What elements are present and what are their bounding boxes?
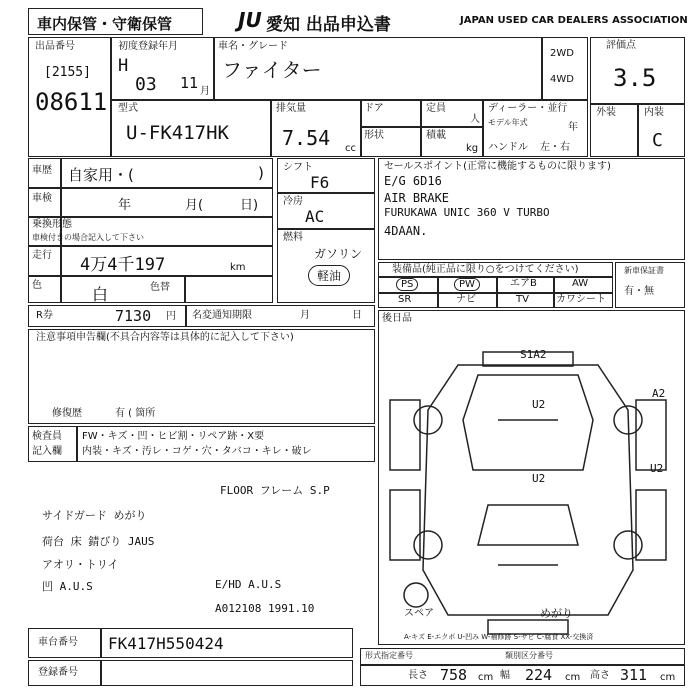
equip-sr: SR (398, 294, 412, 305)
shift-label: シフト (283, 162, 313, 173)
car-name-label: 車名・グレード (218, 41, 288, 52)
note-line: E/HD A.U.S (215, 578, 282, 591)
first-reg-month: 11 (180, 74, 199, 92)
sales-point-3: FURUKAWA UNIC 360 V TURBO (384, 206, 550, 219)
fuel-diesel: 軽油 (308, 265, 350, 286)
mileage-unit: km (230, 262, 246, 273)
chassis-value: FK417H550424 (108, 634, 224, 653)
new-warranty-options: 有・無 (624, 286, 654, 297)
lot-label: 出品番号 (35, 41, 75, 52)
equip-airbag: エアB (510, 278, 537, 289)
equip-aw: AW (572, 278, 589, 289)
lot-number: 08611 (35, 88, 108, 116)
note-line: FLOOR フレーム S.P (220, 484, 330, 497)
displacement-unit: cc (345, 143, 356, 154)
ac-value: AC (305, 207, 325, 226)
notice-month: 月 (300, 310, 310, 321)
sales-point-label: セールスポイント(正常に機能するものに限ります) (384, 161, 611, 172)
rear-label: 後日品 (382, 313, 412, 324)
displacement-label: 排気量 (276, 103, 306, 114)
fuel-gasoline: ガソリン (314, 247, 363, 261)
sales-point-2: AIR BRAKE (384, 191, 450, 205)
equip-pw: PW (454, 278, 480, 291)
car-name-value: ファイター (222, 58, 322, 82)
height-value: 311 (620, 666, 648, 684)
handle-label: ハンドル (488, 142, 528, 153)
registration-label: 登録番号 (38, 667, 78, 678)
history-value: 自家用・( (68, 166, 134, 184)
notice-day: 日 (352, 310, 362, 321)
first-reg-month-suffix: 月 (200, 86, 210, 97)
width-value: 224 (525, 666, 553, 684)
color-value: 白 (92, 285, 109, 304)
new-warranty-label: 新車保証書 (624, 266, 664, 275)
sales-point-1: E/G 6D16 (384, 174, 442, 188)
first-reg-era: H (118, 56, 129, 76)
equip-navi: ナビ (456, 294, 476, 305)
shape-label: 形状 (364, 130, 384, 141)
door-label: ドア (364, 103, 384, 114)
inspection-label: 車検 (32, 193, 52, 204)
mileage-label: 走行 (32, 250, 52, 261)
year-unit: 年 (568, 122, 578, 133)
equipment-label: 装備品(純正品に限り○をつけてください) (392, 264, 579, 275)
dealer-label: ディーラー・並行 (488, 103, 568, 114)
notice-label: 名変通知期限 (192, 310, 252, 321)
drive-2wd: 2WD (550, 48, 574, 59)
diagram-mark: U2 (532, 472, 546, 485)
color-swap-label: 色替 (150, 282, 170, 293)
history-close: ) (258, 164, 264, 182)
load-label: 積載 (426, 130, 446, 141)
model-label: 型式 (118, 103, 138, 114)
diagram-mark: U2 (532, 398, 546, 411)
header-left-box (28, 8, 203, 35)
spare-label: スペア (404, 608, 434, 619)
width-label: 幅 (500, 670, 510, 681)
inspector-label-1: 検査員 (32, 431, 62, 442)
history-label: 車歴 (32, 165, 52, 176)
displacement-value: 7.54 (282, 126, 331, 150)
first-reg-label: 初度登録年月 (118, 41, 178, 52)
transfer-type-label: 乗換形態 (32, 219, 72, 230)
interior-label: 内装 (644, 107, 664, 118)
note-line: 荷台 床 錆びり JAUS (42, 535, 155, 548)
recycle-label: R券 (36, 310, 53, 321)
equip-tv: TV (516, 294, 529, 305)
inspector-row-1: FW・キズ・凹・ヒビ割・リペア跡・X要 (82, 431, 265, 442)
repair-label: 修復歴 (52, 408, 82, 419)
shift-value: F6 (310, 173, 330, 192)
recycle-value: 7130 (115, 307, 152, 325)
type-number-label: 形式指定番号 (365, 651, 413, 660)
diagram-mark: めがり (540, 607, 573, 620)
equip-seat: カワシート (556, 294, 606, 305)
exterior-label: 外装 (596, 107, 616, 118)
repair-value: 有 ( 箇所 (115, 408, 156, 419)
drive-4wd: 4WD (550, 74, 574, 85)
inspection-month: 月( (185, 198, 204, 213)
mileage-value: 4万4千197 (80, 255, 166, 275)
category-label: 類別区分番号 (505, 651, 553, 660)
width-unit: cm (565, 672, 581, 683)
lot-bracket: [2155] (44, 65, 91, 80)
vehicle-diagram (378, 330, 685, 640)
diagram-mark: U2 (650, 462, 664, 475)
inspector-row-2: 内装・キズ・汚レ・コゲ・穴・タバコ・キレ・破レ (82, 446, 312, 457)
legend: A-キズ E-エクボ U-凹み W-補修跡 S-サビ C-腐食 XX-交換済 (404, 633, 594, 641)
recycle-unit: 円 (166, 311, 176, 322)
association-name: JAPAN USED CAR DEALERS ASSOCIATION (460, 15, 688, 26)
inspection-year: 年 (118, 198, 132, 213)
fuel-label: 燃料 (283, 232, 303, 243)
note-line: サイドガード めがり (42, 509, 147, 522)
load-unit: kg (466, 143, 479, 154)
capacity-unit: 人 (470, 114, 480, 125)
first-reg-year: 03 (135, 74, 157, 95)
diagram-mark: A2 (652, 387, 666, 400)
note-line: アオリ・トリイ (42, 558, 119, 571)
chassis-label: 車台番号 (38, 637, 78, 648)
equip-ps: PS (396, 278, 418, 291)
ac-label: 冷房 (283, 196, 303, 207)
notes-label: 注意事項申告欄(不具合内容等は具体的に記入して下さい) (36, 332, 294, 343)
length-label: 長さ (408, 670, 428, 681)
inspector-label-2: 記入欄 (32, 446, 62, 457)
height-unit: cm (660, 672, 676, 683)
model-year-label: モデル年式 (488, 118, 528, 127)
model-value: U-FK417HK (126, 122, 229, 144)
sales-point-4: 4DAAN. (384, 224, 428, 238)
transfer-type-note: 車検付きの場合記入して下さい (32, 233, 144, 242)
score-value: 3.5 (613, 64, 657, 92)
interior-value: C (652, 130, 663, 151)
color-label: 色 (32, 280, 42, 291)
form-title: 愛知 出品申込書 (266, 15, 391, 35)
note-line: A012108 1991.10 (215, 602, 315, 615)
header-left-title: 車内保管・守衛保管 (37, 15, 173, 33)
length-unit: cm (478, 672, 494, 683)
handle-options: 左・右 (540, 142, 570, 153)
score-label: 評価点 (606, 40, 636, 51)
ju-logo: JU (238, 8, 262, 32)
note-line: 凹 A.U.S (42, 580, 93, 593)
diagram-mark: S1A2 (520, 348, 547, 361)
height-label: 高さ (590, 670, 610, 681)
length-value: 758 (440, 666, 468, 684)
capacity-label: 定員 (426, 103, 446, 114)
inspection-day: 日) (240, 198, 259, 213)
